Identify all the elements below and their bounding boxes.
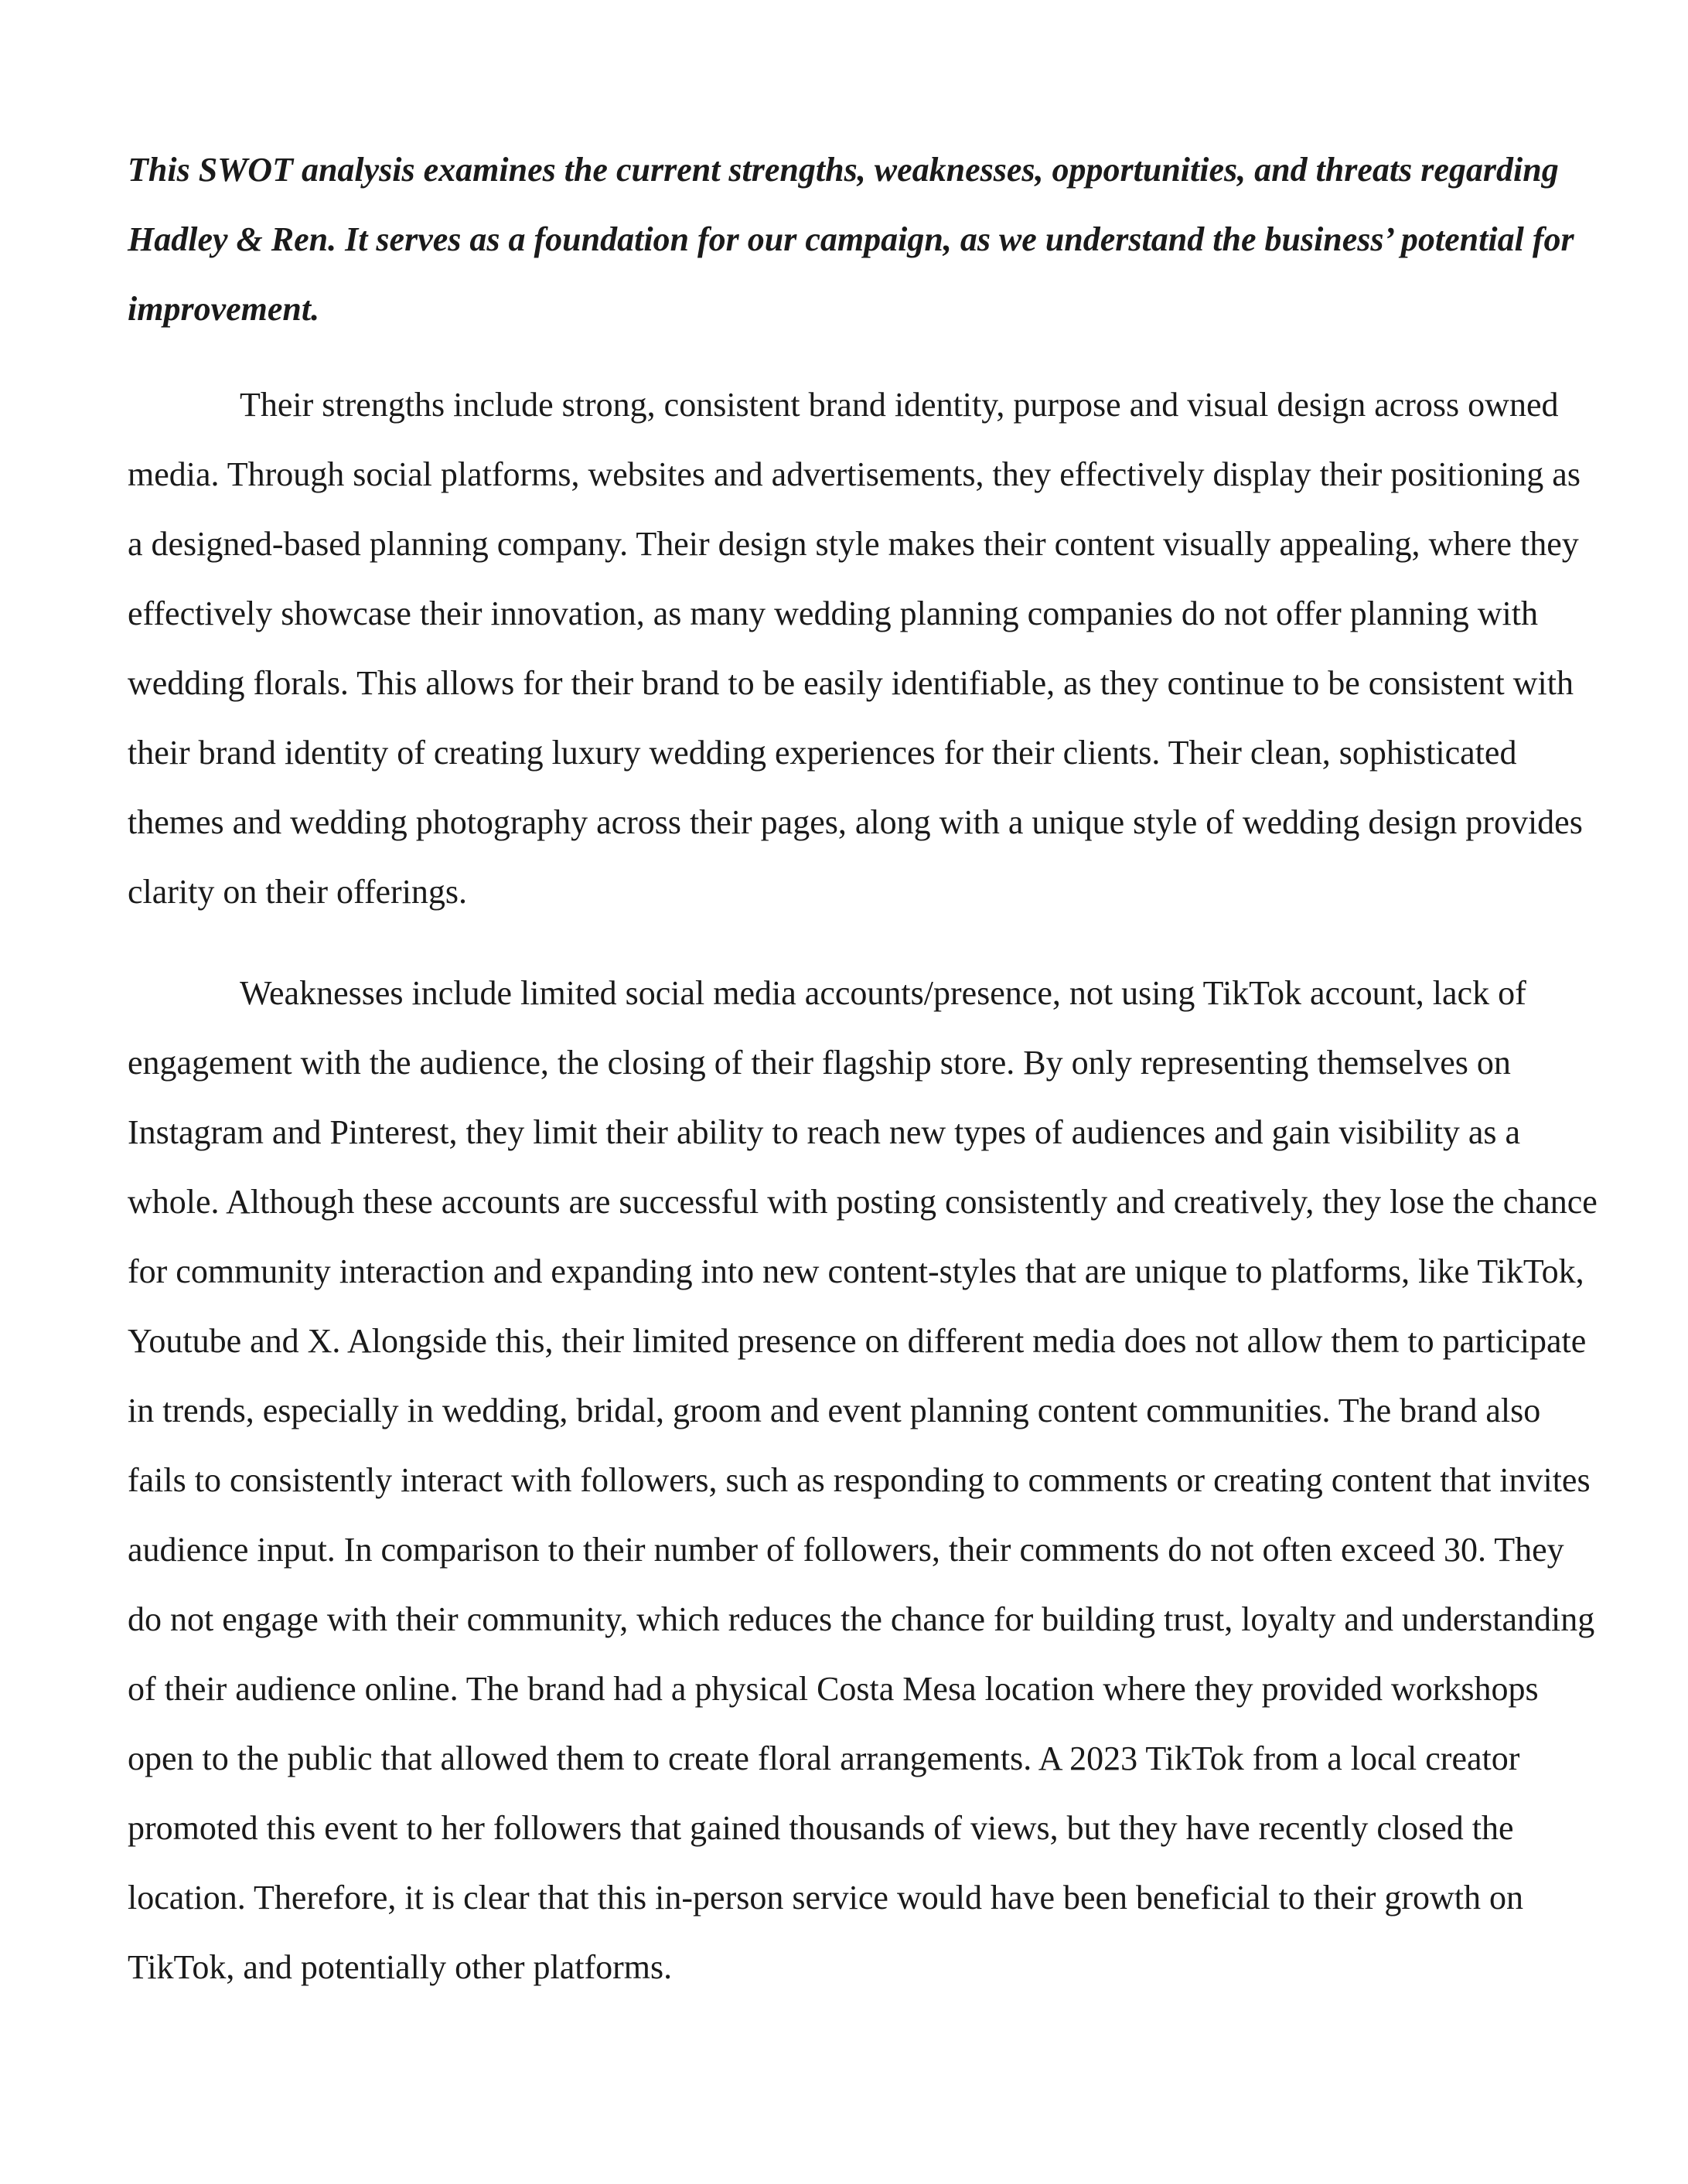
strengths-paragraph: Their strengths include strong, consistent brand identity, purpose and visual design across owned media. Through social platforms, websites and advertisements, they effectively display their positioning as a designed-based planning company. Their design style makes their content visually appealing, where they effectively showcase their innovation, as many wedding planning companies do not offer planning with wedding florals. This allows for their brand to be easily identifiable, as they continue to be consistent with their brand identity of creating luxury wedding experiences for their clients. Their clean, sophisticated themes and wedding photography across their pages, along with a unique style of wedding design provides clarity on their offerings.: [128, 386, 1583, 911]
weaknesses-paragraph: Weaknesses include limited social media accounts/presence, not using TikTok account, lack of engagement with the audience, the closing of their flagship store. By only representing themselves on Instagram and Pinterest, they limit their ability to reach new types of audiences and gain visibility as a whole. Although these accounts are successful with posting consistently and creatively, they lose the chance for community interaction and expanding into new content-styles that are unique to platforms, like TikTok, Youtube and X. Alongside this, their limited presence on different media does not allow them to participate in trends, especially in wedding, bridal, groom and event planning content communities. The brand also fails to consistently interact with followers, such as responding to comments or creating content that invites audience input. In comparison to their number of followers, their comments do not often exceed 30. They do not engage with their community, which reduces the chance for building trust, loyalty and understanding of their audience online. The brand had a physical Costa Mesa location where they provided workshops open to the public that allowed them to create floral arrangements. A 2023 TikTok from a local creator promoted this event to her followers that gained thousands of views, but they have recently closed the location. Therefore, it is clear that this in-person service would have been beneficial to their growth on TikTok, and potentially other platforms.: [128, 974, 1598, 1986]
intro-paragraph: This SWOT analysis examines the current strengths, weaknesses, opportunities, and threats regarding Hadley & Ren. It serves as a foundation for our campaign, as we understand the business’ potential for improvement.: [128, 151, 1574, 328]
document-body: [128, 135, 1601, 2034]
